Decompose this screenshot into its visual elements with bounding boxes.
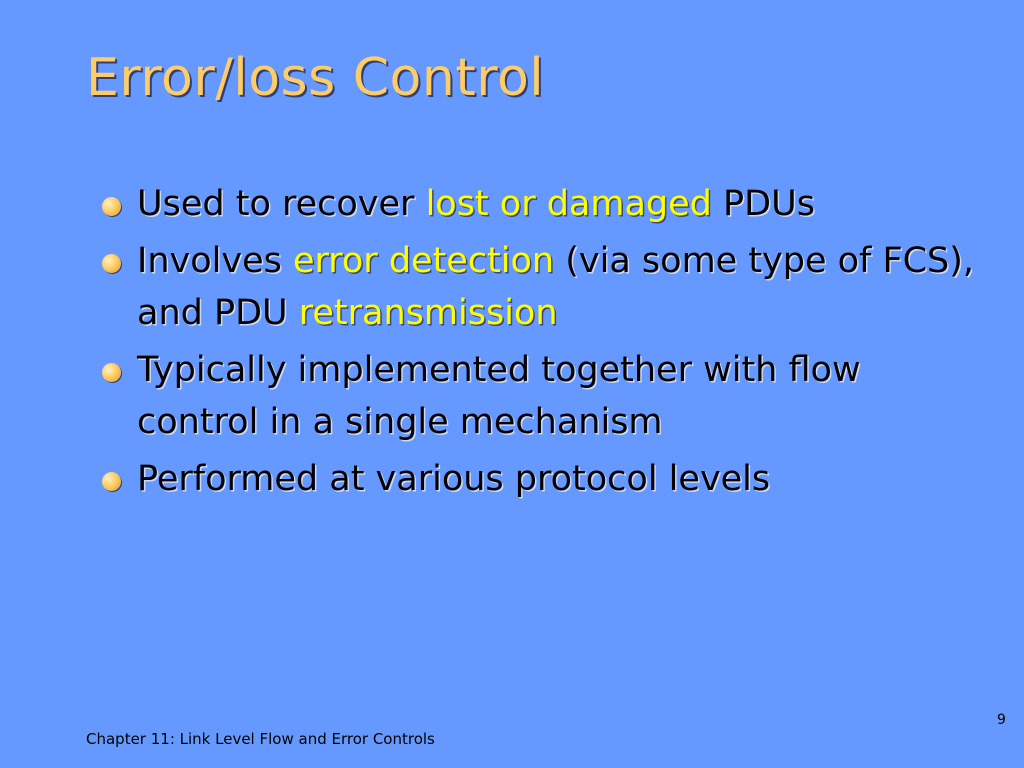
bullet-text-segment: Performed at various protocol levels: [137, 459, 771, 499]
bullet-dot-icon: [102, 472, 121, 491]
bullet-item: [100, 453, 980, 505]
bullet-item: [100, 235, 980, 339]
bullet-text-segment: Used to recover: [137, 184, 426, 224]
bullet-list: [100, 178, 980, 510]
slide-title: Error/loss Control: [86, 48, 545, 108]
bullet-item: [100, 178, 980, 230]
bullet-text-segment: (via some type of FCS), and PDU: [137, 241, 975, 333]
highlighted-text: error detection: [292, 241, 555, 281]
page-number: 9: [997, 712, 1006, 728]
highlighted-text: retransmission: [298, 293, 558, 333]
bullet-text-segment: Typically implemented together with flow control in a single mechanism: [137, 350, 861, 442]
bullet-text-segment: Involves: [137, 241, 293, 281]
bullet-dot-icon: [102, 363, 121, 382]
bullet-dot-icon: [102, 197, 121, 216]
highlighted-text: lost or damaged: [425, 184, 712, 224]
bullet-item: [100, 344, 980, 448]
bullet-text-segment: PDUs: [711, 184, 815, 224]
bullet-dot-icon: [102, 254, 121, 273]
slide-footer: Chapter 11: Link Level Flow and Error Controls: [86, 730, 435, 748]
